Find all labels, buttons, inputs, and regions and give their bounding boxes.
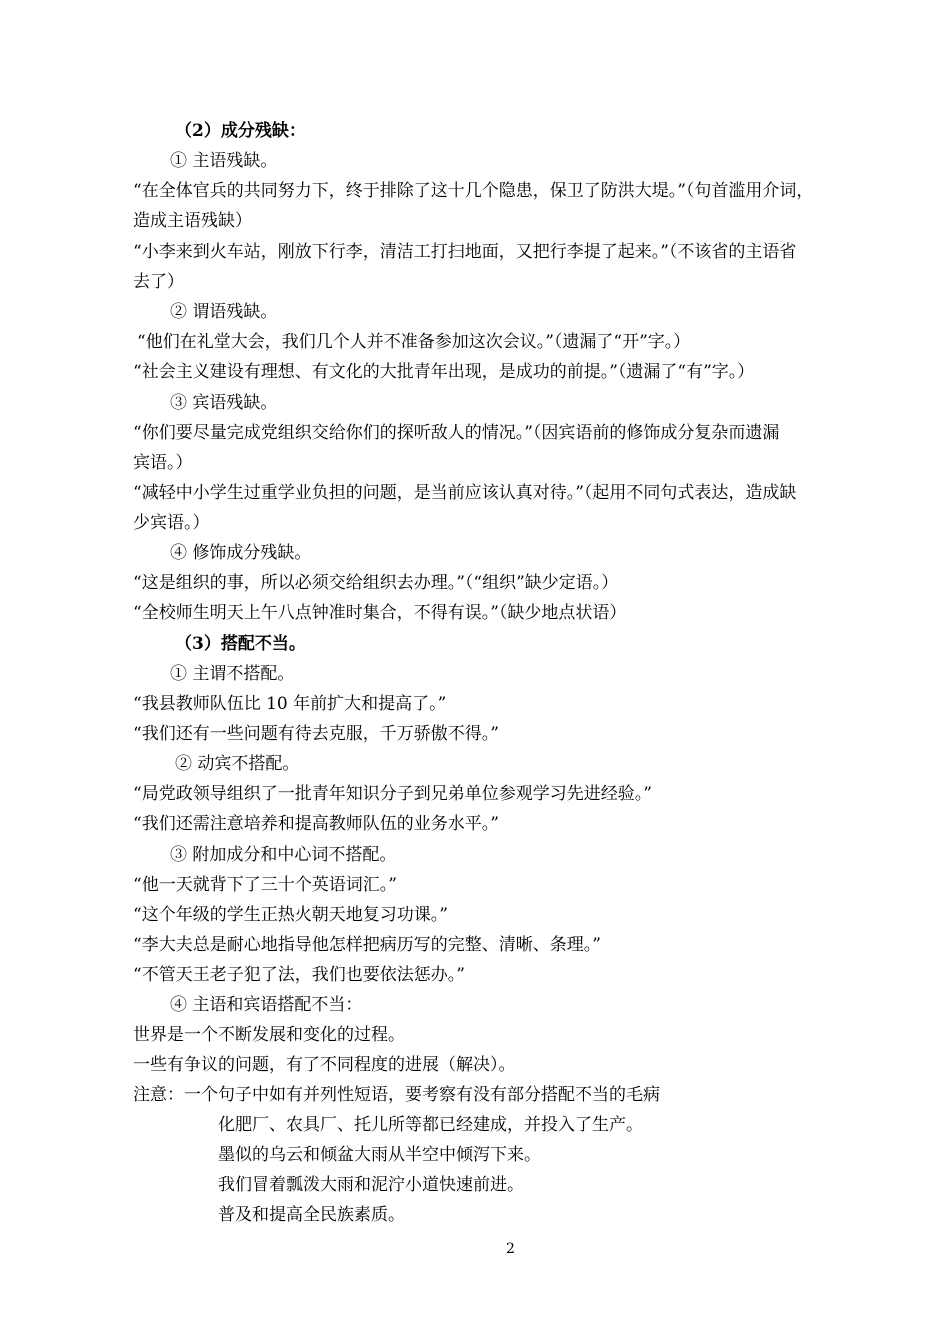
subheading-predicate-missing: ② 谓语残缺。 [170, 302, 278, 322]
note-line: 注意：一个句子中如有并列性短语，要考察有没有部分搭配不当的毛病 [133, 1085, 660, 1105]
text-line: “局党政领导组织了一批青年知识分子到兄弟单位参观学习先进经验。” [133, 784, 652, 804]
text-line: 去了） [133, 272, 184, 292]
subheading-subject-predicate: ① 主谓不搭配。 [170, 664, 295, 684]
text-line: “全校师生明天上午八点钟准时集合，不得有误。”（缺少地点状语） [133, 603, 627, 623]
text-line: “他们在礼堂大会，我们几个人并不准备参加这次会议。”（遗漏了“开”字。） [137, 332, 691, 352]
text-line: “在全体官兵的共同努力下，终于排除了这十几个隐患，保卫了防洪大堤。”（句首滥用介词， [133, 181, 814, 201]
subheading-modifier-head: ③ 附加成分和中心词不搭配。 [170, 845, 397, 865]
subheading-verb-object: ② 动宾不搭配。 [175, 754, 300, 774]
text-line: “他一天就背下了三十个英语词汇。” [133, 875, 397, 895]
text-line: “这是组织的事，所以必须交给组织去办理。”（“组织”缺少定语。） [133, 573, 619, 593]
text-line: “李大夫总是耐心地指导他怎样把病历写的完整、清晰、条理。” [133, 935, 601, 955]
example-line: 普及和提高全民族素质。 [218, 1205, 405, 1225]
subheading-modifier-missing: ④ 修饰成分残缺。 [170, 543, 312, 563]
section-heading-mismatch: （3）搭配不当。 [175, 634, 306, 654]
example-line: 我们冒着瓢泼大雨和泥泞小道快速前进。 [218, 1175, 524, 1195]
example-line: 化肥厂、农具厂、托儿所等都已经建成，并投入了生产。 [218, 1115, 643, 1135]
text-line: “我们还有一些问题有待去克服，千万骄傲不得。” [133, 724, 499, 744]
text-line: 宾语。） [133, 453, 193, 473]
subheading-object-missing: ③ 宾语残缺。 [170, 393, 278, 413]
text-line: “不管天王老子犯了法，我们也要依法惩办。” [133, 965, 465, 985]
section-heading-missing-components: （2）成分残缺： [175, 121, 306, 141]
example-line: 墨似的乌云和倾盆大雨从半空中倾泻下来。 [218, 1145, 541, 1165]
subheading-subject-object: ④ 主语和宾语搭配不当： [170, 995, 363, 1015]
text-line: “我县教师队伍比 10 年前扩大和提高了。” [133, 694, 447, 714]
text-line: 少宾语。） [133, 513, 210, 533]
text-line: 世界是一个不断发展和变化的过程。 [133, 1025, 405, 1045]
text-line: “社会主义建设有理想、有文化的大批青年出现，是成功的前提。”（遗漏了“有”字。） [133, 362, 755, 382]
text-line: “小李来到火车站，刚放下行李，清洁工打扫地面，又把行李提了起来。”（不该省的主语省 [133, 242, 797, 262]
text-line: 造成主语残缺） [133, 211, 252, 231]
text-line: “这个年级的学生正热火朝天地复习功课。” [133, 905, 448, 925]
page-number: 2 [506, 1241, 515, 1257]
text-line: “你们要尽量完成党组织交给你们的探听敌人的情况。”（因宾语前的修饰成分复杂而遗漏 [133, 423, 780, 443]
text-line: “减轻中小学生过重学业负担的问题，是当前应该认真对待。”（起用不同句式表达，造成缺 [133, 483, 797, 503]
subheading-subject-missing: ① 主语残缺。 [170, 151, 278, 171]
text-line: “我们还需注意培养和提高教师队伍的业务水平。” [133, 814, 499, 834]
text-line: 一些有争议的问题，有了不同程度的进展（解决）。 [133, 1055, 516, 1075]
